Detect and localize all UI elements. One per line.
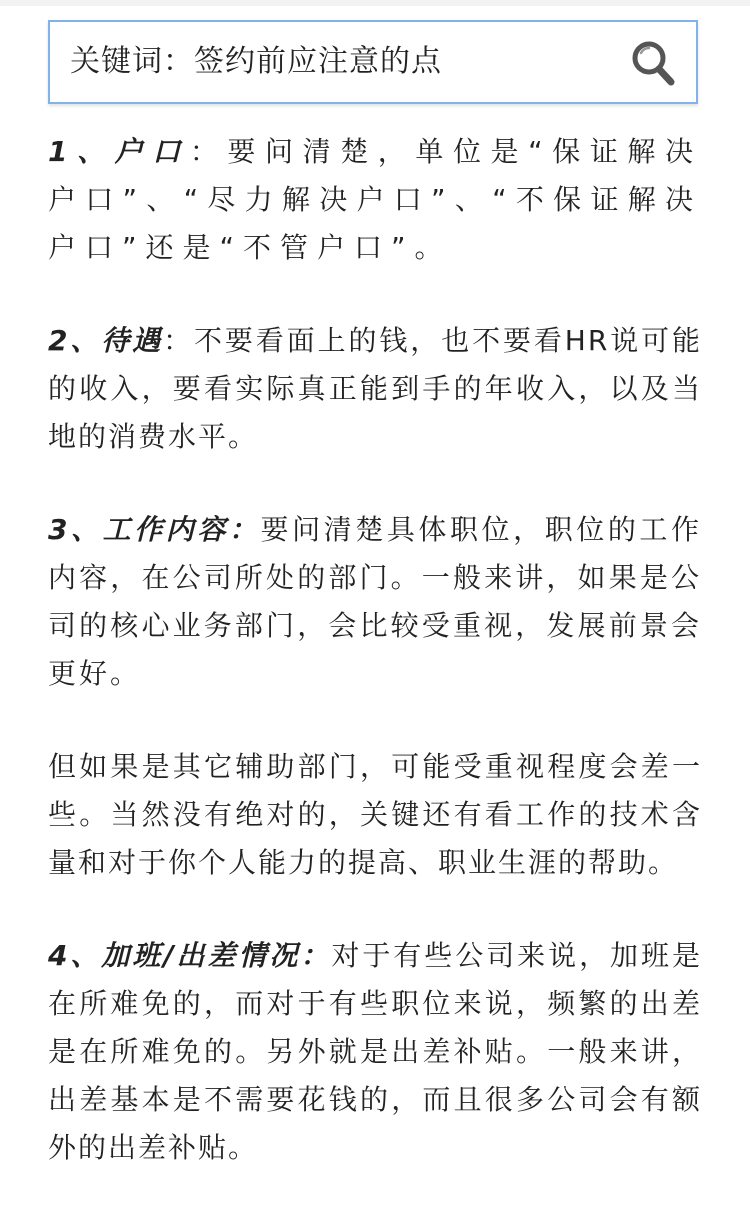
search-keyword-text: 关键词：签约前应注意的点 — [70, 44, 442, 79]
search-icon[interactable] — [630, 39, 676, 87]
paragraph-text: 对于有些公司来说，加班是在所难免的，而对于有些职位来说，频繁的出差是在所难免的。另外就是出差补贴。一般来讲，出差基本是不需要花钱的，而且很多公司会有额外的出差补贴。 — [48, 939, 702, 1164]
paragraph-support-dept — [48, 743, 702, 887]
search-bar[interactable] — [48, 20, 698, 104]
paragraph-label: 4、加班/出差情况： — [48, 939, 332, 972]
top-edge — [0, 0, 750, 6]
paragraph-text: ：不要看面上的钱，也不要看HR说可能的收入，要看实际真正能到手的年收入，以及当地的消费水平。 — [48, 324, 703, 453]
paragraph-text: ：要问清楚，单位是“保证解决户口”、“尽力解决户口”、“不保证解决户口”还是“不管户口”。 — [48, 135, 702, 264]
paragraph-overtime-travel — [48, 932, 702, 1172]
paragraph-text: 要问清楚具体职位，职位的工作内容，在公司所处的部门。一般来讲，如果是公司的核心业务部门，会比较受重视，发展前景会更好。 — [48, 513, 702, 690]
paragraph-hukou — [48, 128, 702, 272]
paragraph-label: 1、户口 — [48, 135, 190, 168]
paragraph-salary — [48, 317, 702, 461]
article-body — [48, 128, 702, 1217]
paragraph-label: 3、工作内容： — [48, 513, 261, 546]
paragraph-label: 2、待遇 — [48, 324, 164, 357]
paragraph-text: 但如果是其它辅助部门，可能受重视程度会差一些。当然没有绝对的，关键还有看工作的技术含量和对于你个人能力的提高、职业生涯的帮助。 — [48, 750, 702, 879]
paragraph-job-content — [48, 506, 702, 698]
